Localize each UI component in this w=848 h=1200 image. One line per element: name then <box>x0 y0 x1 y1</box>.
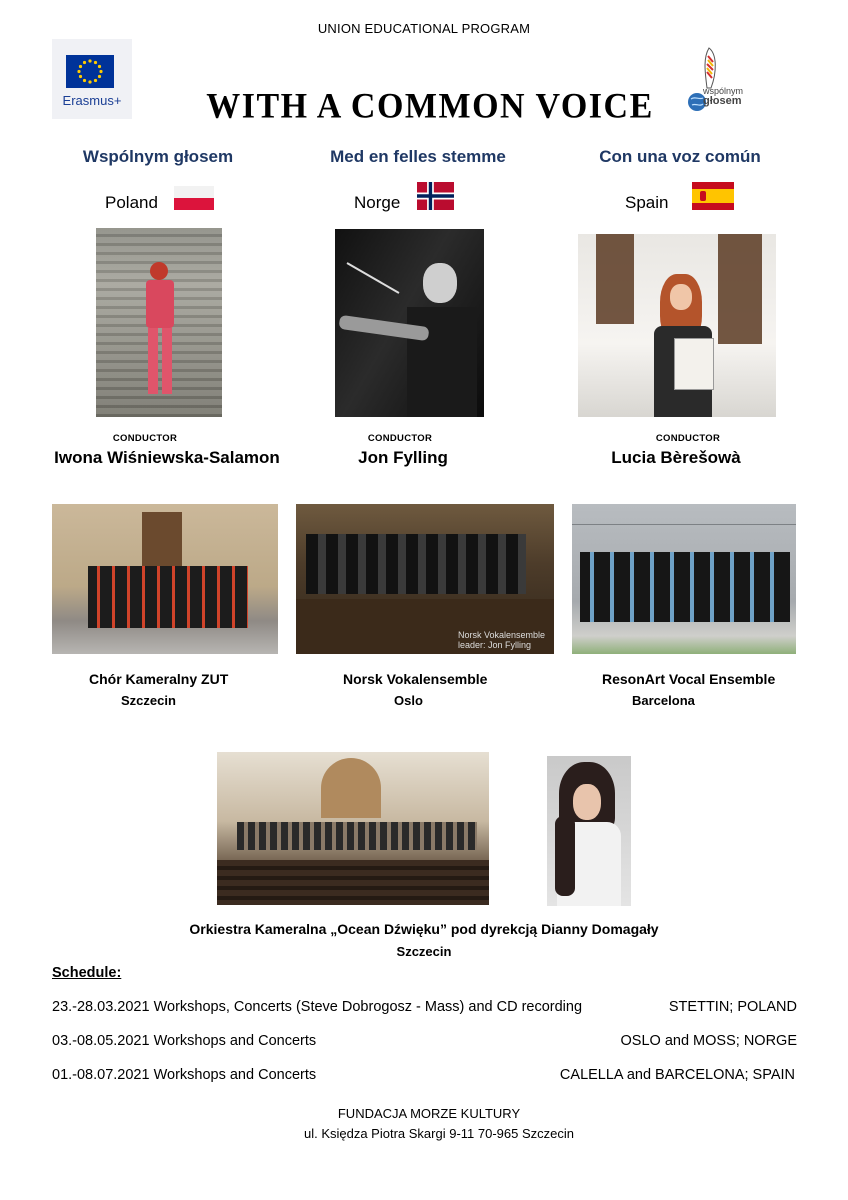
column-title-norway: Med en felles stemme <box>330 147 506 166</box>
ensemble-name-2: Norsk Vokalensemble <box>343 671 488 687</box>
conductor-name-2: Jon Fylling <box>358 448 448 467</box>
schedule-row-1-text: 23.-28.03.2021 Workshops, Concerts (Steve Dobrogosz - Mass) and CD recording <box>52 999 583 1015</box>
footer-address: ul. Księdza Piotra Skargi 9-11 70-965 Szczecin <box>303 1126 574 1141</box>
conductor-label-2: CONDUCTOR <box>367 433 433 444</box>
ensemble-city-2: Oslo <box>394 693 423 708</box>
country-spain: Spain <box>625 193 669 212</box>
conductor-label-1: CONDUCTOR <box>112 433 178 444</box>
erasmus-logo-text: Erasmus+ <box>62 93 122 108</box>
orchestra-name: Orkiestra Kameralna „Ocean Dźwięku” pod dyrekcją Dianny Domagały <box>189 921 659 937</box>
column-title-poland: Wspólnym głosem <box>82 147 234 166</box>
eu-flag-icon <box>66 55 114 88</box>
conductor-photo-lucia <box>578 234 776 417</box>
schedule-heading: Schedule: <box>52 965 122 981</box>
page-title: WITH A COMMON VOICE <box>206 87 654 126</box>
ensemble-name-3: ResonArt Vocal Ensemble <box>602 671 776 687</box>
photo-caption-line-2: leader: Jon Fylling <box>458 640 532 650</box>
program-kicker: UNION EDUCATIONAL PROGRAM <box>317 21 531 36</box>
wspolnym-glosem-logo <box>683 44 769 116</box>
country-poland: Poland <box>105 193 158 212</box>
orchestra-city: Szczecin <box>396 944 452 959</box>
schedule-row-3-place: CALELLA and BARCELONA; SPAIN <box>559 1067 795 1083</box>
ensemble-name-1: Chór Kameralny ZUT <box>89 671 229 687</box>
conductor-photo-jon <box>335 229 484 417</box>
column-title-spain: Con una voz común <box>599 147 761 166</box>
schedule-row-2-text: 03.-08.05.2021 Workshops and Concerts <box>52 1033 317 1049</box>
orchestra-director-photo <box>547 756 631 906</box>
poland-flag-icon <box>174 186 214 210</box>
ensemble-city-3: Barcelona <box>632 693 695 708</box>
orchestra-photo <box>217 752 489 905</box>
conductor-label-3: CONDUCTOR <box>655 433 721 444</box>
ensemble-photo-resonart <box>572 504 796 654</box>
ensemble-photo-norsk <box>296 504 554 654</box>
footer-organization: FUNDACJA MORZE KULTURY <box>337 1106 521 1121</box>
country-norge: Norge <box>354 193 401 212</box>
ensemble-city-1: Szczecin <box>121 693 176 708</box>
spain-flag-icon <box>692 182 734 210</box>
conductor-name-1: Iwona Wiśniewska-Salamon <box>54 448 280 467</box>
ensemble-photo-zut <box>52 504 278 654</box>
photo-caption <box>458 630 545 650</box>
norway-flag-icon <box>417 182 454 210</box>
schedule-row-1-place: STETTIN; POLAND <box>668 999 797 1015</box>
schedule-row-3-text: 01.-08.07.2021 Workshops and Concerts <box>52 1067 317 1083</box>
conductor-name-3: Lucia Bèrešowà <box>611 448 741 467</box>
logo-line-2: głosem <box>703 95 742 107</box>
schedule-row-2-place: OSLO and MOSS; NORGE <box>620 1033 797 1049</box>
conductor-photo-iwona <box>96 228 222 417</box>
erasmus-logo <box>52 39 132 119</box>
logo-line-1: wspólnym <box>703 86 744 96</box>
photo-caption-line-1: Norsk Vokalensemble <box>458 630 546 640</box>
wspolnym-glosem-logo-text <box>703 86 743 106</box>
